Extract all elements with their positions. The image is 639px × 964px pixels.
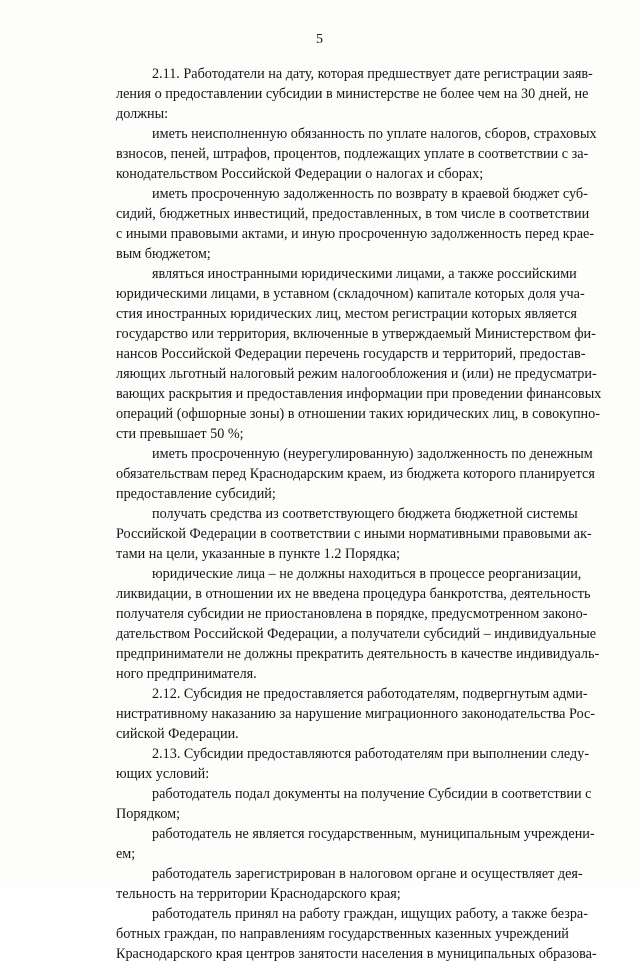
text-line: нансов Российской Федерации перечень государств и территорий, предостав-	[116, 346, 586, 362]
text-line: стия иностранных юридических лиц, местом регистрации которых является	[116, 306, 577, 322]
text-line: государство или территория, включенные в утверждаемый Министерством фи-	[116, 326, 596, 342]
text-line: работодатель зарегистрирован в налоговом органе и осуществляет дея-	[152, 866, 583, 882]
text-line: обязательствам перед Краснодарским краем, из бюджета которого планируется	[116, 466, 595, 482]
text-line: работодатель подал документы на получение Субсидии в соответствии с	[152, 786, 592, 802]
text-line: тами на цели, указанные в пункте 1.2 Порядка;	[116, 546, 401, 562]
page-number: 5	[316, 32, 323, 47]
text-line: Порядком;	[116, 806, 181, 822]
text-line: являться иностранными юридическими лицами, а также российскими	[152, 266, 577, 282]
text-line: вым бюджетом;	[116, 246, 211, 262]
text-line: Краснодарского края центров занятости населения в муниципальных образова-	[116, 946, 597, 962]
text-line: сидий, бюджетных инвестиций, предоставленных, в том числе в соответствии	[116, 206, 590, 222]
text-line: иметь просроченную задолженность по возврату в краевой бюджет суб-	[152, 186, 588, 202]
text-line: операций (офшорные зоны) в отношении таких юридических лиц, в совокупно-	[116, 406, 600, 422]
text-line: 2.11. Работодатели на дату, которая предшествует дате регистрации заяв-	[152, 66, 593, 82]
text-line: ликвидации, в отношении их не введена процедура банкротства, деятельность	[116, 586, 591, 602]
text-line: получателя субсидии не приостановлена в порядке, предусмотренном законо-	[116, 606, 588, 622]
text-line: нистративному наказанию за нарушение миграционного законодательства Рос-	[116, 706, 596, 722]
text-line: 2.13. Субсидии предоставляются работодателям при выполнении следу-	[152, 746, 590, 762]
text-line: Российской Федерации в соответствии с иными нормативными правовыми ак-	[116, 526, 592, 542]
text-line: юридические лица – не должны находиться в процессе реорганизации,	[152, 566, 582, 582]
text-line: иметь просроченную (неурегулированную) задолженность по денежным	[152, 446, 593, 462]
text-line: иметь неисполненную обязанность по уплате налогов, сборов, страховых	[152, 126, 597, 142]
text-line: ляющих льготный налоговый режим налогообложения и (или) не предусматри-	[116, 366, 597, 382]
text-line: 2.12. Субсидия не предоставляется работодателям, подвергнутым адми-	[152, 686, 588, 702]
text-line: работодатель принял на работу граждан, ищущих работу, а также безра-	[152, 906, 588, 922]
text-line: должны:	[116, 106, 169, 122]
text-line: ющих условий:	[116, 766, 210, 782]
text-line: ем;	[116, 846, 136, 862]
text-line: дательством Российской Федерации, а получатели субсидий – индивидуальные	[116, 626, 597, 642]
text-line: тельность на территории Краснодарского края;	[116, 886, 401, 902]
text-line: юридическими лицами, в уставном (складочном) капитале которых доля уча-	[116, 286, 585, 302]
text-line: конодательством Российской Федерации о налогах и сборах;	[116, 166, 484, 182]
text-line: ления о предоставлении субсидии в министерстве не более чем на 30 дней, не	[116, 86, 589, 102]
text-line: с иными правовыми актами, и иную просроченную задолженность перед крае-	[116, 226, 595, 242]
text-line: работодатель не является государственным, муниципальным учреждени-	[152, 826, 595, 842]
text-line: предоставление субсидий;	[116, 486, 276, 502]
text-line: вающих раскрытия и предоставления информации при проведении финансовых	[116, 386, 602, 402]
document-body	[116, 64, 616, 964]
text-line: ботных граждан, по направлениям государственных казенных учреждений	[116, 926, 569, 942]
text-line: сти превышает 50 %;	[116, 426, 244, 442]
text-line: ного предпринимателя.	[116, 666, 257, 682]
text-line: предприниматели не должны прекратить деятельность в качестве индивидуаль-	[116, 646, 600, 662]
text-line: получать средства из соответствующего бюджета бюджетной системы	[152, 506, 578, 522]
text-line: взносов, пеней, штрафов, процентов, подлежащих уплате в соответствии с за-	[116, 146, 589, 162]
text-line: сийской Федерации.	[116, 726, 239, 742]
